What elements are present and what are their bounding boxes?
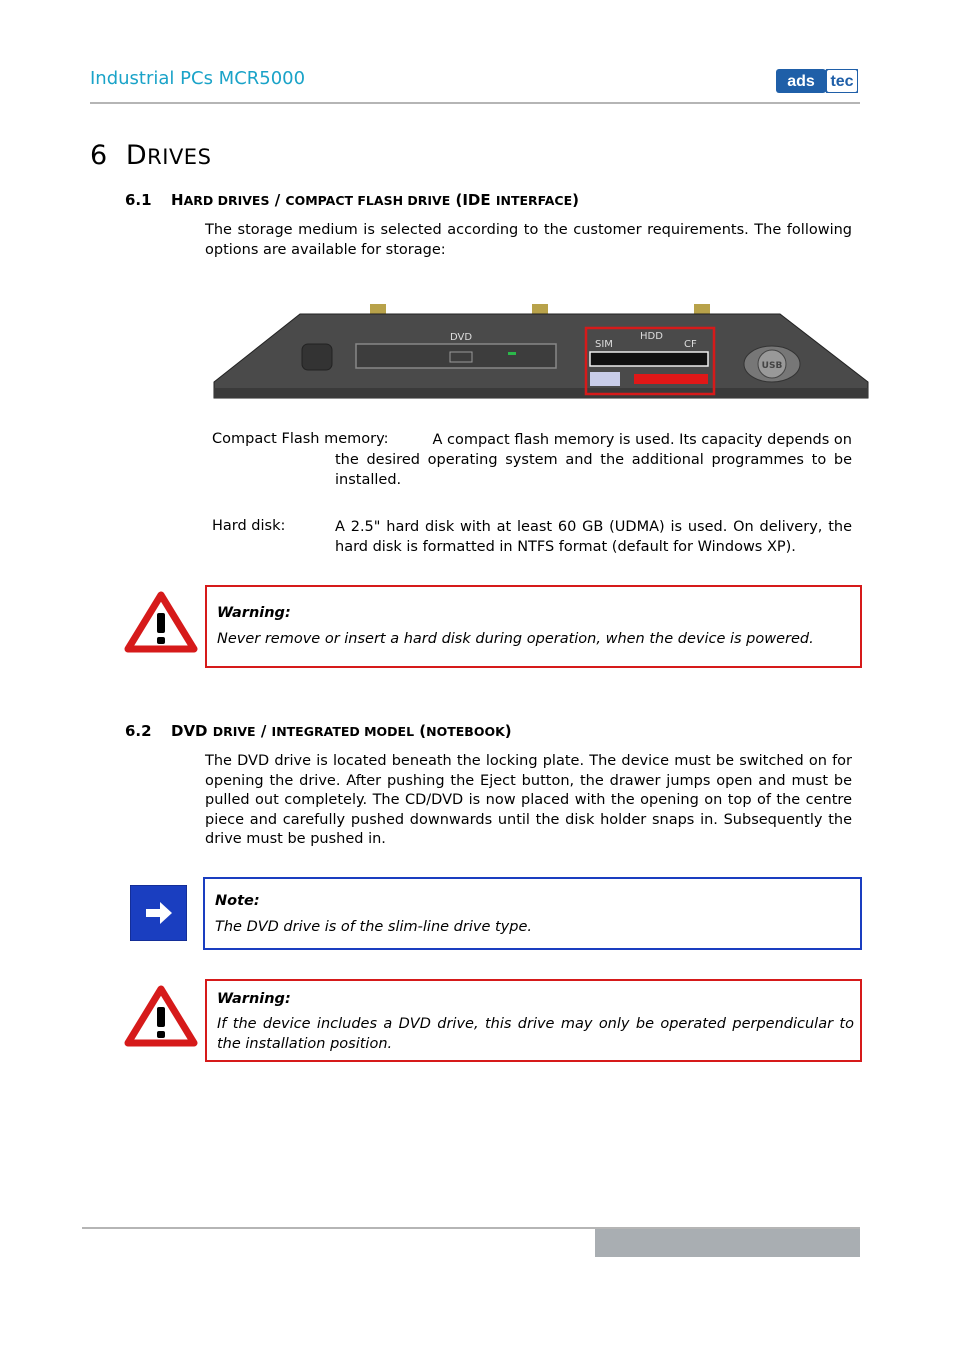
hd-label: Hard disk: [212,518,286,534]
warning-triangle-icon [124,591,198,653]
footer-bar [595,1229,860,1257]
header-title: Industrial PCs MCR5000 [90,68,306,89]
cf-description-first: A compact flash memory is used. Its capacity depends on [432,432,852,448]
figure-label-sim: SIM [595,339,613,350]
warning-box-1 [205,585,862,668]
cf-description-rest: the desired operating system and the additional programmes to be installed. [335,452,852,488]
figure-label-usb: USB [761,361,783,371]
chapter-title-cap: D [125,140,148,171]
section-2-text: The DVD drive is located beneath the locking plate. The device must be switched on for opening the drive. After pushing the Eject button, the drawer jumps open and must be pulled out completely. The CD/DVD is now placed with the opening on top of the centre piece and carefully pushed downwards until the disk holder snaps in. Subsequently the drive must be pushed in. [205,753,852,848]
section-heading-6-1 [125,191,845,211]
chapter-heading [90,140,211,171]
note-box [203,877,862,950]
section-number: 6.1 [125,191,152,209]
ads-tec-logo [776,69,858,93]
section-number: 6.2 [125,722,152,740]
section-title: HARD DRIVES / COMPACT FLASH DRIVE (IDE INTERFACE) [171,191,579,209]
warning-title: Warning: [217,605,291,621]
logo-right-text: tec [830,73,854,90]
section-intro: The storage medium is selected according to the customer requirements. The following options are available for storage: [205,222,852,258]
figure-label-cf: CF [684,339,697,350]
header-divider [90,102,860,104]
warning-text: If the device includes a DVD drive, this drive may only be operated perpendicular to the installation position. [217,1016,854,1052]
section-title: DVD DRIVE / INTEGRATED MODEL (NOTEBOOK) [171,722,512,740]
hd-description: A 2.5" hard disk with at least 60 GB (UDMA) is used. On delivery, the hard disk is formatted in NTFS format (default for Windows XP). [335,519,852,555]
warning-text: Never remove or insert a hard disk during operation, when the device is powered. [217,631,814,647]
warning-triangle-icon [124,985,198,1047]
warning-title: Warning: [217,991,291,1007]
arrow-right-icon [130,885,187,941]
chapter-title-rest: RIVES [147,145,212,169]
warning-box-2 [205,979,862,1062]
figure-label-hdd: HDD [640,331,663,342]
device-front-figure [210,300,872,402]
chapter-number: 6 [90,140,108,171]
logo-left-text: ads [787,73,815,90]
figure-label-dvd: DVD [450,332,473,343]
cf-label: Compact Flash memory: [212,431,389,447]
note-text: The DVD drive is of the slim-line drive type. [215,919,532,935]
note-title: Note: [215,893,260,909]
section-heading-6-2 [125,722,845,742]
